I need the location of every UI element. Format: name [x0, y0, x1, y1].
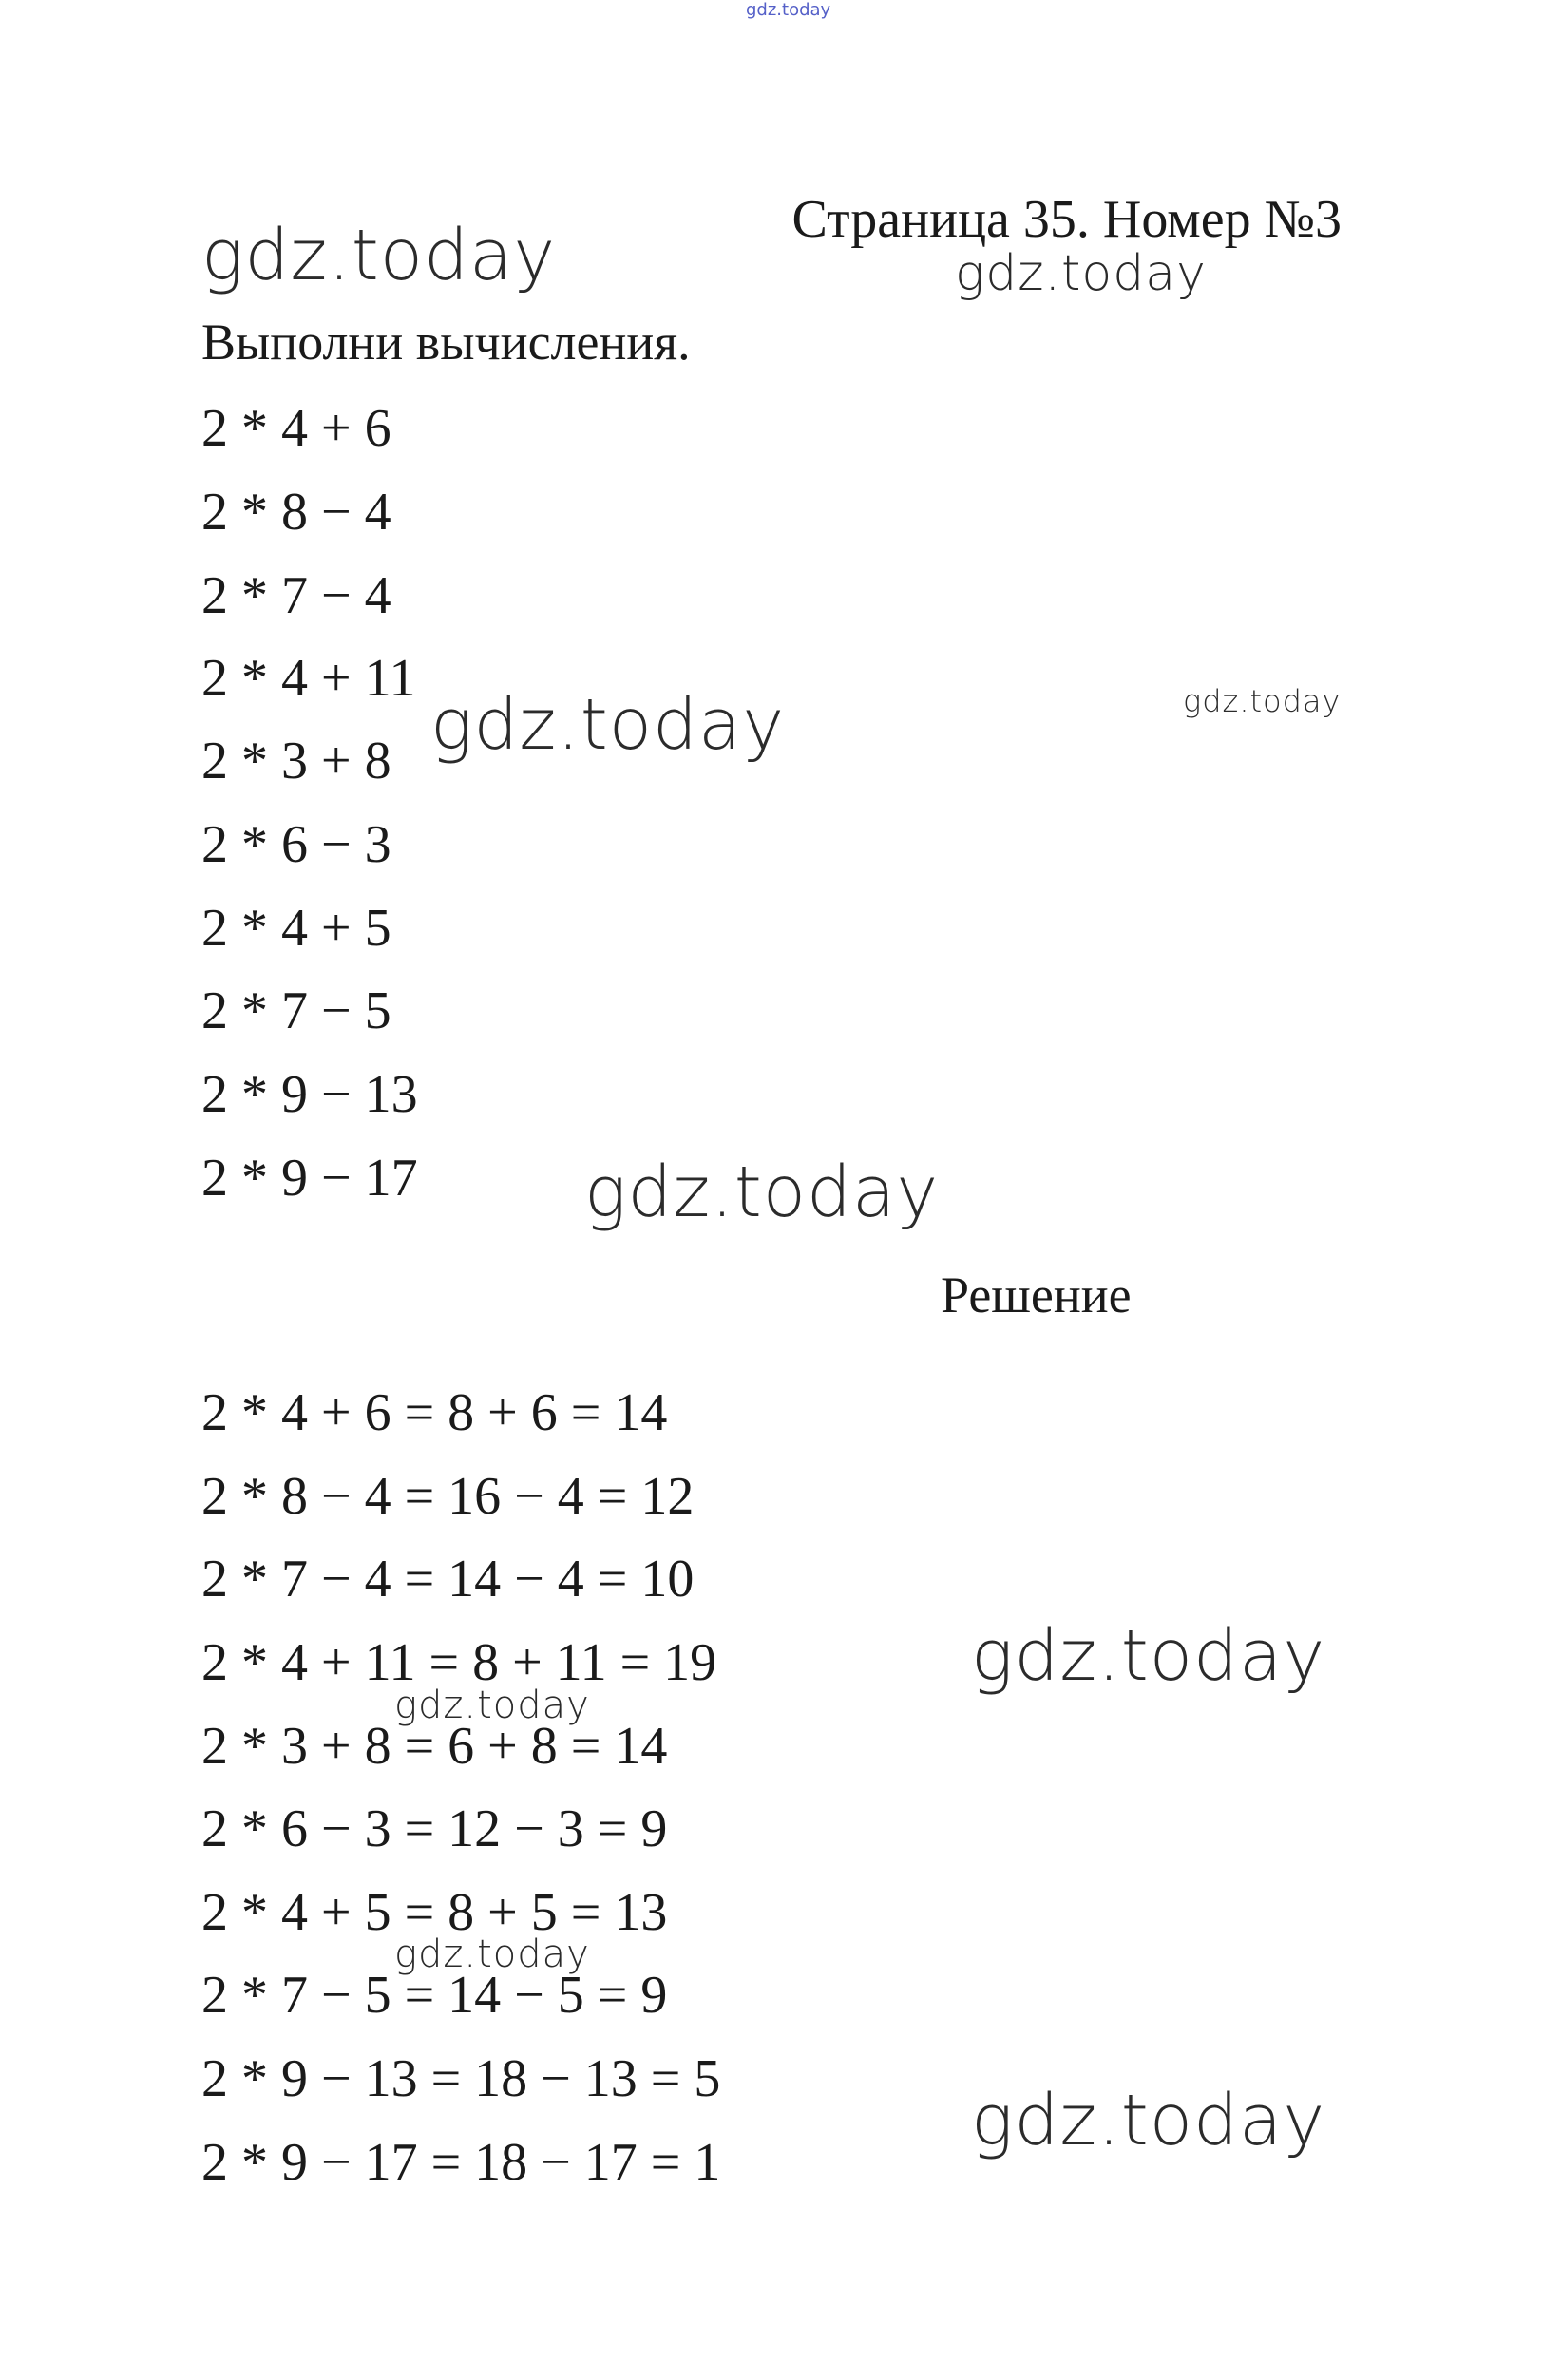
task-expression: 2 * 7 − 4	[201, 566, 391, 625]
watermark-text: gdz.today	[1183, 683, 1342, 719]
watermark-text: gdz.today	[971, 2080, 1326, 2161]
task-expression: 2 * 4 + 6	[201, 399, 391, 458]
solution-line: 2 * 4 + 6 = 8 + 6 = 14	[201, 1383, 668, 1442]
watermark-text: gdz.today	[955, 245, 1207, 302]
solution-line: 2 * 6 − 3 = 12 − 3 = 9	[201, 1799, 668, 1858]
task-expression: 2 * 7 − 5	[201, 981, 391, 1040]
solution-line: 2 * 4 + 5 = 8 + 5 = 13	[201, 1883, 668, 1942]
task-expression: 2 * 9 − 13	[201, 1065, 418, 1124]
task-expression: 2 * 6 − 3	[201, 815, 391, 874]
watermark-text: gdz.today	[201, 215, 557, 296]
watermark-text: gdz.today	[430, 684, 786, 766]
top-site-link[interactable]: gdz.today	[746, 0, 831, 20]
solution-line: 2 * 9 − 17 = 18 − 17 = 1	[201, 2133, 721, 2192]
watermark-text: gdz.today	[584, 1152, 940, 1233]
task-instruction: Выполни вычисления.	[201, 314, 691, 371]
task-expression: 2 * 4 + 5	[201, 899, 391, 958]
watermark-text: gdz.today	[394, 1933, 590, 1976]
watermark-text: gdz.today	[394, 1684, 590, 1727]
solution-line: 2 * 9 − 13 = 18 − 13 = 5	[201, 2049, 721, 2108]
solution-line: 2 * 4 + 11 = 8 + 11 = 19	[201, 1633, 717, 1692]
watermark-text: gdz.today	[971, 1615, 1326, 1697]
solution-line: 2 * 3 + 8 = 6 + 8 = 14	[201, 1717, 668, 1776]
task-expression: 2 * 4 + 11	[201, 649, 416, 708]
solution-heading: Решение	[941, 1266, 1132, 1323]
solution-line: 2 * 8 − 4 = 16 − 4 = 12	[201, 1467, 695, 1526]
task-expression: 2 * 9 − 17	[201, 1149, 418, 1208]
page-title: Страница 35. Номер №3	[791, 190, 1342, 249]
task-expression: 2 * 8 − 4	[201, 483, 391, 542]
solution-line: 2 * 7 − 4 = 14 − 4 = 10	[201, 1550, 695, 1609]
solution-line: 2 * 7 − 5 = 14 − 5 = 9	[201, 1966, 668, 2025]
task-expression: 2 * 3 + 8	[201, 732, 391, 790]
